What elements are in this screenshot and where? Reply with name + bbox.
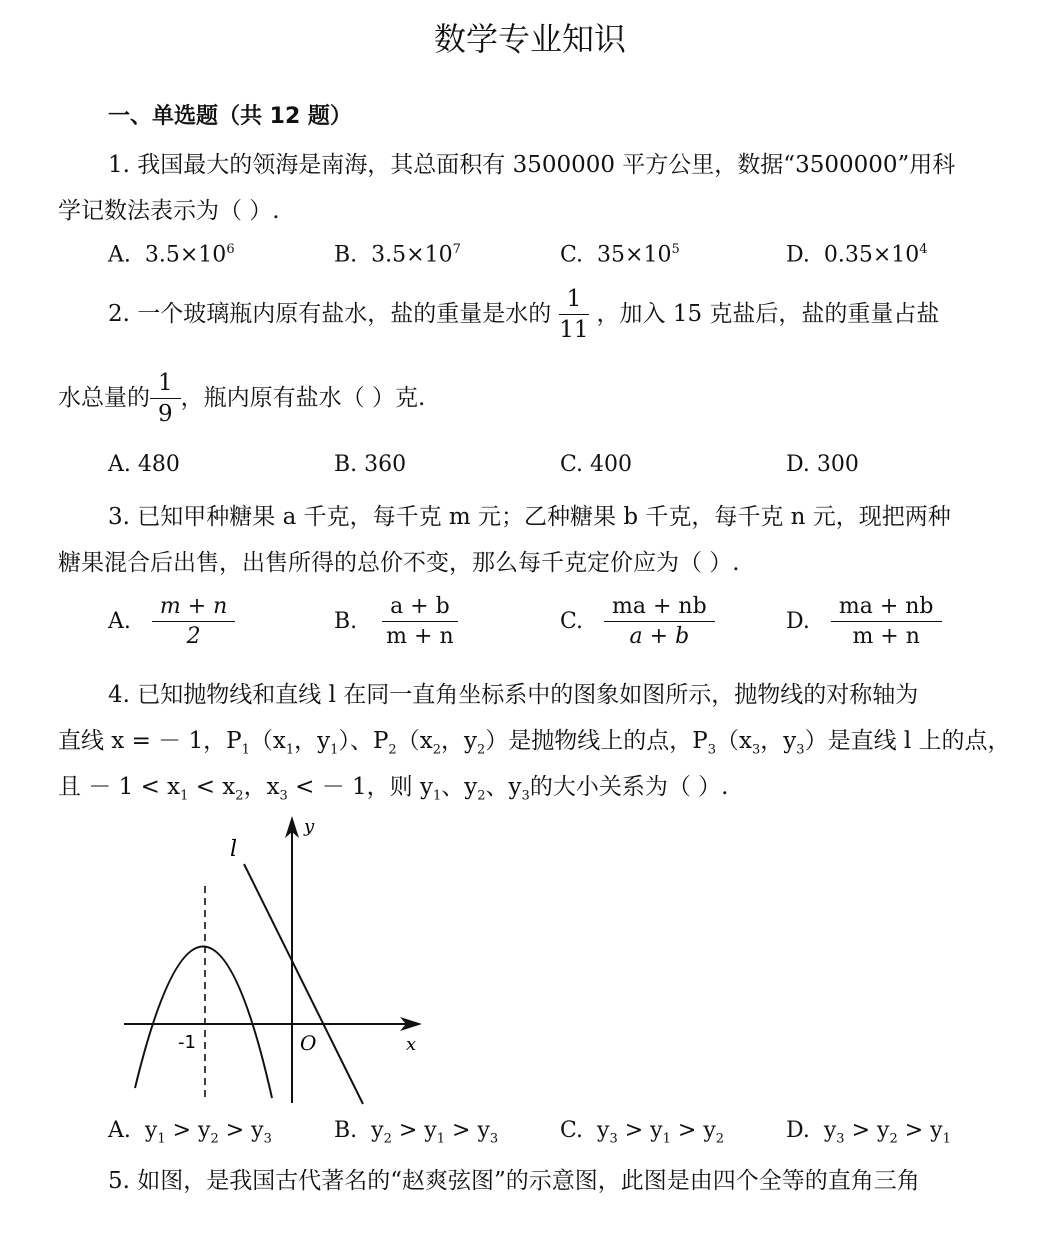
- q1-option-d: [786, 242, 928, 267]
- text-run: 且 － 1 < x: [58, 774, 181, 800]
- line-l: [244, 864, 363, 1104]
- subscript: 1: [436, 1131, 446, 1147]
- q2-line1-post: ，加入 15 克盐后，盐的重量占盐: [596, 300, 940, 327]
- fraction-denominator: 11: [559, 317, 589, 344]
- subscript: 2: [432, 742, 441, 758]
- option-label: A.: [108, 608, 131, 634]
- q4-line1: 4. 已知抛物线和直线 l 在同一直角坐标系中的图象如图所示，抛物线的对称轴为: [108, 682, 919, 708]
- q4-option-c: [560, 1118, 724, 1146]
- subscript: 3: [263, 1131, 272, 1147]
- subscript: 1: [180, 788, 189, 804]
- text-run: > y: [445, 1118, 490, 1143]
- subscript: 2: [210, 1131, 219, 1147]
- subscript: 3: [752, 742, 761, 758]
- fraction-denominator: 9: [158, 401, 173, 428]
- option-label: D.: [786, 242, 810, 268]
- subscript: 1: [157, 1131, 166, 1147]
- q4-option-a: [108, 1118, 272, 1146]
- q1-option-a: [108, 242, 235, 267]
- subscript: 2: [476, 742, 486, 758]
- label-neg1: -1: [178, 1032, 196, 1053]
- text-run: y: [823, 1118, 837, 1143]
- fraction-denominator: m + n: [386, 624, 454, 650]
- text-run: > y: [897, 1118, 943, 1143]
- option-label: B.: [334, 608, 358, 634]
- option-label: B.: [334, 1118, 358, 1143]
- q2-option-c: C. 400: [560, 452, 633, 477]
- option-exponent: 7: [452, 242, 461, 257]
- option-fraction: [604, 594, 715, 650]
- fraction-denominator: m + n: [852, 624, 920, 650]
- subscript: 3: [796, 742, 805, 758]
- fraction-denominator: a + b: [629, 624, 690, 650]
- fraction-numerator: m + n: [152, 594, 235, 622]
- q4-option-d: [786, 1118, 951, 1146]
- subscript: 1: [241, 742, 250, 758]
- q2-fraction-1: [551, 286, 596, 344]
- q2-line2-post: ，瓶内原有盐水（ ）克.: [180, 384, 426, 411]
- text-run: ）是直线 l 上的点，: [804, 728, 1011, 754]
- text-run: < － 1，则 y: [287, 774, 433, 800]
- fraction-denominator: 2: [186, 624, 201, 650]
- q3-line1: 3. 已知甲种糖果 a 千克，每千克 m 元；乙种糖果 b 千克，每千克 n 元，现把两种: [108, 504, 951, 530]
- subscript: 2: [889, 1131, 898, 1147]
- fraction-numerator: ma + nb: [604, 594, 715, 622]
- option-value: 3.5×10: [144, 242, 227, 268]
- subscript: 3: [836, 1131, 845, 1147]
- option-fraction: [378, 594, 461, 650]
- label-x: x: [406, 1034, 417, 1055]
- option-label: D.: [786, 608, 810, 634]
- q4-option-b: [334, 1118, 498, 1146]
- q3-option-b: [334, 594, 462, 650]
- q4-line2: [58, 722, 1011, 758]
- option-label: C.: [560, 608, 584, 634]
- q2-option-a: A. 480: [108, 452, 180, 477]
- q3-line2: 糖果混合后出售，出售所得的总价不变，那么每千克定价应为（ ）.: [58, 550, 740, 576]
- option-value: 3.5×10: [371, 242, 453, 268]
- subscript: 2: [235, 788, 244, 804]
- q1-line1: 1. 我国最大的领海是南海，其总面积有 3500000 平方公里，数据“3500000”用科: [108, 152, 956, 178]
- text-run: > y: [218, 1118, 264, 1143]
- text-run: ，y: [440, 728, 477, 754]
- subscript: 3: [279, 788, 288, 804]
- subscript: 1: [662, 1131, 671, 1147]
- subscript: 1: [330, 742, 339, 758]
- text-run: y: [597, 1118, 610, 1143]
- label-origin: O: [300, 1031, 317, 1055]
- section-heading: 一、单选题（共 12 题）: [108, 104, 352, 129]
- option-label: C.: [560, 242, 584, 268]
- q5-line1: 5. 如图，是我国古代著名的“赵爽弦图”的示意图，此图是由四个全等的直角三角: [108, 1168, 920, 1194]
- q2-line2-pre: 水总量的: [58, 384, 150, 411]
- parabola-curve: [135, 946, 272, 1098]
- text-run: > y: [391, 1118, 437, 1143]
- subscript: 3: [609, 1131, 618, 1147]
- q2-fraction-2: [150, 370, 181, 428]
- option-label: A.: [108, 1118, 131, 1143]
- option-label: C.: [560, 1118, 584, 1143]
- text-run: > y: [670, 1118, 716, 1143]
- label-l: l: [230, 837, 238, 862]
- q3-option-d: [786, 594, 942, 650]
- subscript: 3: [707, 742, 717, 758]
- option-exponent: 5: [671, 242, 680, 257]
- option-label: A.: [108, 242, 131, 268]
- fraction-numerator: 1: [150, 370, 181, 399]
- text-run: ，y: [294, 728, 331, 754]
- q4-graph: [110, 810, 430, 1110]
- subscript: 1: [285, 742, 295, 758]
- subscript: 2: [715, 1131, 725, 1147]
- page-title: 数学专业知识: [433, 20, 626, 58]
- text-run: < x: [188, 774, 236, 800]
- option-exponent: 6: [226, 242, 235, 257]
- label-y: y: [304, 816, 315, 837]
- text-run: （x: [716, 728, 752, 754]
- text-run: ）、P: [338, 728, 389, 754]
- q1-option-b: [334, 242, 461, 267]
- text-run: > y: [617, 1118, 663, 1143]
- text-run: 、y: [485, 774, 522, 800]
- q3-option-c: [560, 594, 715, 650]
- option-fraction: [152, 594, 235, 650]
- text-run: y: [371, 1118, 384, 1143]
- fraction-numerator: 1: [559, 286, 590, 315]
- subscript: 1: [432, 788, 442, 804]
- q1-option-c: [560, 242, 680, 267]
- option-exponent: 4: [919, 242, 928, 257]
- q2-option-b: B. 360: [334, 452, 407, 477]
- option-value: 35×10: [597, 242, 672, 268]
- subscript: 2: [477, 788, 486, 804]
- text-run: 的大小关系为（ ）.: [529, 774, 729, 800]
- text-run: > y: [844, 1118, 890, 1143]
- text-run: ）是抛物线上的点，P: [485, 728, 708, 754]
- subscript: 2: [383, 1131, 392, 1147]
- q2-line1: [108, 286, 939, 344]
- text-run: > y: [165, 1118, 211, 1143]
- option-label: D.: [786, 1118, 810, 1143]
- fraction-numerator: a + b: [382, 594, 458, 622]
- subscript: 1: [942, 1131, 951, 1147]
- fraction-numerator: ma + nb: [831, 594, 942, 622]
- q1-line2: 学记数法表示为（ ）.: [58, 198, 280, 224]
- option-value: 0.35×10: [823, 242, 920, 268]
- text-run: ，x: [243, 774, 280, 800]
- q4-line3: [58, 768, 728, 804]
- subscript: 3: [489, 1131, 499, 1147]
- text-run: 直线 x = － 1，P: [58, 728, 242, 754]
- text-run: 、y: [441, 774, 478, 800]
- subscript: 3: [521, 788, 530, 804]
- text-run: ，y: [760, 728, 797, 754]
- q2-line2: [58, 370, 425, 428]
- subscript: 2: [388, 742, 397, 758]
- text-run: （x: [249, 728, 286, 754]
- q2-option-d: D. 300: [786, 452, 859, 477]
- q3-option-a: [108, 594, 235, 650]
- q2-line1-pre: 2. 一个玻璃瓶内原有盐水，盐的重量是水的: [108, 300, 552, 327]
- option-fraction: [831, 594, 942, 650]
- text-run: （x: [396, 728, 433, 754]
- option-label: B.: [334, 242, 358, 268]
- text-run: y: [144, 1118, 158, 1143]
